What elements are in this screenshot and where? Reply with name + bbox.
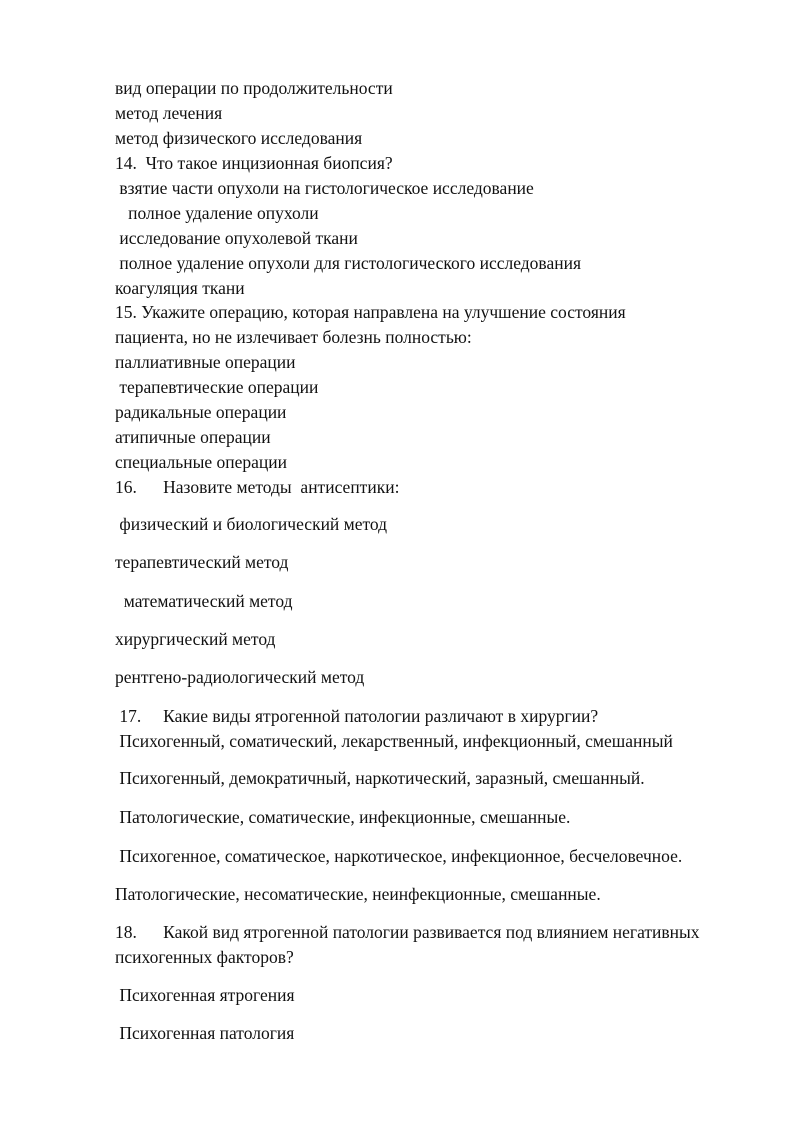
answer-option: Патологические, соматические, инфекционные, смешанные. [115, 807, 571, 827]
answer-option: хирургический метод [115, 629, 276, 649]
question-16: 16. Назовите методы антисептики: [115, 477, 400, 497]
answer-option: терапевтический метод [115, 552, 289, 572]
answer-option: полное удаление опухоли [115, 203, 319, 223]
answer-option: взятие части опухоли на гистологическое исследование [115, 178, 534, 198]
answer-option: Психогенный, соматический, лекарственный, инфекционный, смешанный [115, 731, 673, 751]
answer-option: рентгено-радиологический метод [115, 667, 365, 687]
answer-option: атипичные операции [115, 427, 271, 447]
answer-option: паллиативные операции [115, 352, 296, 372]
answer-option: исследование опухолевой ткани [115, 228, 358, 248]
answer-option: радикальные операции [115, 402, 287, 422]
question-17: 17. Какие виды ятрогенной патологии различают в хирургии? [115, 706, 599, 726]
answer-option: терапевтические операции [115, 377, 319, 397]
answer-option: вид операции по продолжительности [115, 78, 393, 98]
question-18: 18. Какой вид ятрогенной патологии развивается под влиянием негативных [115, 922, 700, 942]
question-15: 15. Укажите операцию, которая направлена на улучшение состояния [115, 302, 626, 322]
answer-option: Психогенная ятрогения [115, 985, 295, 1005]
answer-option: физический и биологический метод [115, 514, 388, 534]
answer-option: коагуляция ткани [115, 278, 245, 298]
answer-option: полное удаление опухоли для гистологического исследования [115, 253, 581, 273]
answer-option: специальные операции [115, 452, 288, 472]
answer-option: Психогенная патология [115, 1023, 295, 1043]
answer-option: Психогенный, демократичный, наркотический, заразный, смешанный. [115, 768, 645, 788]
answer-option: математический метод [115, 591, 293, 611]
answer-option: метод лечения [115, 103, 223, 123]
answer-option: Патологические, несоматические, неинфекционные, смешанные. [115, 884, 601, 904]
question-15-continued: пациента, но не излечивает болезнь полностью: [115, 327, 472, 347]
answer-option: метод физического исследования [115, 128, 363, 148]
question-14: 14. Что такое инцизионная биопсия? [115, 153, 393, 173]
answer-option: Психогенное, соматическое, наркотическое, инфекционное, бесчеловечное. [115, 846, 683, 866]
question-18-continued: психогенных факторов? [115, 947, 294, 967]
